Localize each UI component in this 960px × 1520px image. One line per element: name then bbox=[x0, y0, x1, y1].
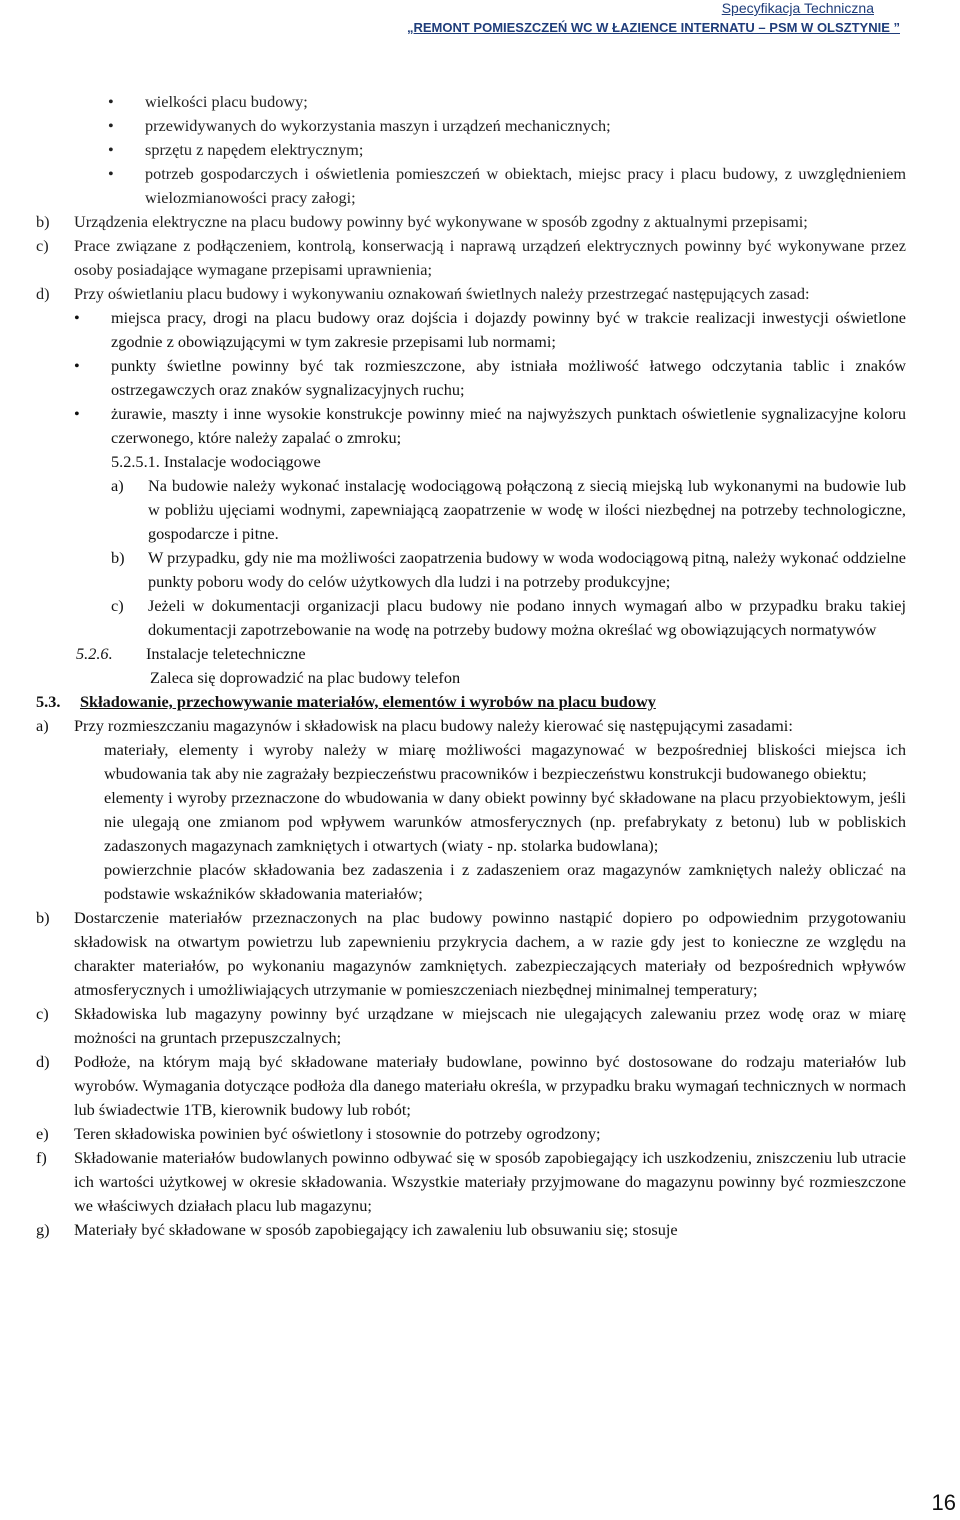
section-number: 5.2.6. bbox=[76, 644, 113, 663]
section-text: Zaleca się doprowadzić na plac budowy telefon bbox=[150, 668, 461, 687]
item-5-3-f: f) Składowanie materiałów budowlanych powinno odbywać się w sposób zapobiegający ich uszkodzeniu, zniszczeniu lub utracie ich wartości użytkowej w okresie składowania. Wszystkie materiały przyjmowane do magazynu powinny być rozmieszczone we właściwych działach placu lub magazynu; bbox=[36, 1148, 906, 1215]
section-title: Instalacje teletechniczne bbox=[146, 644, 306, 663]
item-c: c) Prace związane z podłączeniem, kontrolą, konserwacją i naprawą urządzeń elektrycznych powinny być wykonywane przez osoby posiadające wymagane przepisami uprawnienia; bbox=[36, 236, 906, 279]
item-5-3-d: d) Podłoże, na którym mają być składowane materiały budowlane, powinno być dostosowane do rodzaju materiałów lub wyrobów. Wymagania dotyczące podłoża dla danego materiału określa, w przypadku braku wymagań technicznych w normach lub świadectwie 1TB, kierownik budowy lub robót; bbox=[36, 1052, 906, 1119]
section-heading: 5.2.5.1. Instalacje wodociągowe bbox=[111, 452, 321, 471]
item-b: b) Urządzenia elektryczne na placu budowy powinny być wykonywane w sposób zgodny z aktualnymi przepisami; bbox=[36, 212, 808, 231]
bullet-list-5-3-a bbox=[36, 738, 906, 906]
header-title: Specyfikacja Techniczna bbox=[721, 0, 874, 16]
section-5-2-6 bbox=[36, 642, 906, 690]
list-item: • miejsca pracy, drogi na placu budowy oraz dojścia i dojazdy powinny być w trakcie realizacji inwestycji oświetlone zgodnie z obowiązującymi w tym zakresie przepisami lub normami; bbox=[74, 308, 906, 351]
list-item: • żurawie, maszty i inne wysokie konstrukcje powinny mieć na najwyższych punktach oświetlenie sygnalizacyjne koloru czerwonego, które należy zapalać o zmroku; bbox=[74, 404, 906, 447]
section-5-2-5-1 bbox=[36, 450, 906, 642]
bullet-list-top bbox=[36, 90, 906, 210]
list-item: • sprzętu z napędem elektrycznym; bbox=[108, 140, 364, 159]
header-subtitle: „REMONT POMIESZCZEŃ WC W ŁAZIENCE INTERNATU – PSM W OLSZTYNIE ” bbox=[406, 20, 900, 35]
page-number: 16 bbox=[931, 1490, 956, 1515]
item-5-3-b: b) Dostarczenie materiałów przeznaczonych na plac budowy powinno nastąpić dopiero po odpowiednim przygotowaniu składowisk na otwartym powietrzu lub zapewnieniu przykrycia dachem, a w razie gdy jest to konieczne ze względu na charakter materiałów, po wykonaniu magazynów zamkniętych. zabezpieczających materiały od bezpośrednich wpływów atmosferycznych i umożliwiających utrzymanie w pomieszczeniach niezbędnej minimalnej temperatury; bbox=[36, 908, 906, 999]
item-5-3-g: g) Materiały być składowane w sposób zapobiegający ich zawaleniu lub obsuwaniu się; stosuje bbox=[36, 1220, 678, 1239]
list-item: • przewidywanych do wykorzystania maszyn i urządzeń mechanicznych; bbox=[108, 116, 611, 135]
list-item: elementy i wyroby przeznaczone do wbudowania w dany obiekt powinny być składowane na placu przyobiektowym, jeśli nie ulegają one zmianom pod wpływem warunków atmosferycznych (np. prefabrykaty z betonu) lub w pobliskich zadaszonych magazynach zamkniętych i otwartych (wiaty - np. stolarka budowlana); bbox=[104, 788, 906, 855]
list-item: • wielkości placu budowy; bbox=[108, 92, 308, 111]
list-item: a) Na budowie należy wykonać instalację wodociągową połączoną z siecią miejską lub wykonanymi na budowie lub w pobliżu ujęciami wodnymi, zapewniającą zaopatrzenie w wodę w ilości niezbędnej na potrzeby technologiczne, gospodarcze i pitne. bbox=[111, 476, 906, 543]
list-item: powierzchnie placów składowania bez zadaszenia i z zadaszeniem oraz magazynów zamkniętych należy obliczać na podstawie wskaźników składowania materiałów; bbox=[104, 860, 906, 903]
bullet-list-d bbox=[36, 306, 906, 450]
section-5-3-heading: 5.3. Składowanie, przechowywanie materiałów, elementów i wyrobów na placu budowy bbox=[36, 692, 656, 711]
item-5-3-e: e) Teren składowiska powinien być oświetlony i stosownie do potrzeby ogrodzony; bbox=[36, 1124, 601, 1143]
item-5-3-c: c) Składowiska lub magazyny powinny być urządzane w miejscach nie ulegających zalewaniu przez wodę oraz w miarę możności na gruntach przepuszczalnych; bbox=[36, 1004, 906, 1047]
list-item: b) W przypadku, gdy nie ma możliwości zaopatrzenia budowy w woda wodociągową pitną, należy wykonać oddzielne punkty poboru wody do celów użytkowych dla ludzi i na potrzeby produkcyjne; bbox=[111, 548, 906, 591]
document-body bbox=[36, 90, 906, 1242]
list-item: materiały, elementy i wyroby należy w miarę możliwości magazynować w bezpośredniej bliskości miejsca ich wbudowania tak aby nie zagrażały bezpieczeństwu pracowników i bezpieczeństwu konstrukcji budowanego obiektu; bbox=[104, 740, 906, 783]
list-item: • potrzeb gospodarczych i oświetlenia pomieszczeń w obiektach, miejsc pracy i placu budowy, z uwzględnieniem wielozmianowości pracy załogi; bbox=[108, 164, 906, 207]
list-item: c) Jeżeli w dokumentacji organizacji placu budowy nie podano innych wymagań albo w przypadku braku takiej dokumentacji zapotrzebowanie na wodę na potrzeby budowy można określać wg obowiązujących normatywów bbox=[111, 596, 906, 639]
item-5-3-a: a) Przy rozmieszczaniu magazynów i składowisk na placu budowy należy kierować się następującymi zasadami: bbox=[36, 716, 793, 735]
item-d: d) Przy oświetlaniu placu budowy i wykonywaniu oznakowań świetlnych należy przestrzegać następujących zasad: bbox=[36, 284, 810, 303]
list-item: • punkty świetlne powinny być tak rozmieszczone, aby istniała możliwość łatwego odczytania tablic i znaków ostrzegawczych oraz znaków sygnalizacyjnych ruchu; bbox=[74, 356, 906, 399]
